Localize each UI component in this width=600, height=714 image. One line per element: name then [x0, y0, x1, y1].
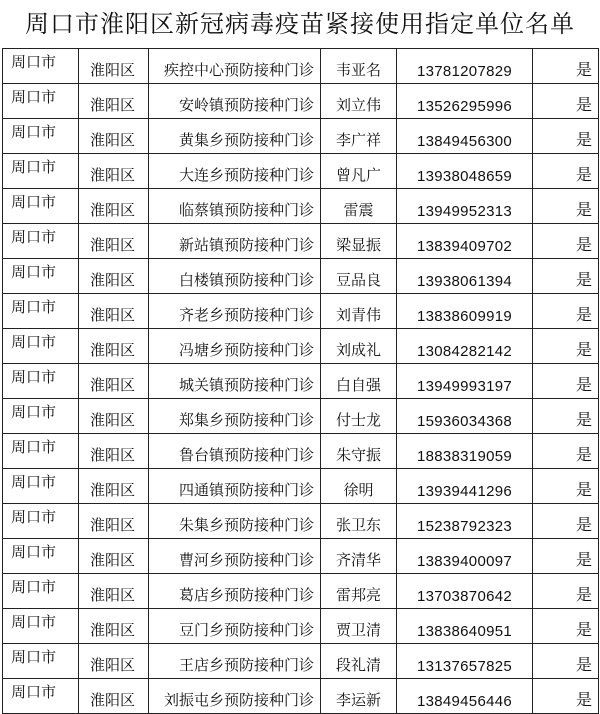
designated-flag-cell[interactable]: 是 [533, 154, 599, 189]
table-row [3, 399, 599, 434]
city-cell[interactable]: 周口市 [3, 399, 79, 434]
district-cell[interactable]: 淮阳区 [79, 84, 149, 119]
district-cell[interactable]: 淮阳区 [79, 539, 149, 574]
unit-name-cell[interactable]: 临蔡镇预防接种门诊 [149, 189, 321, 224]
table-row [3, 329, 599, 364]
unit-name-cell[interactable]: 曹河乡预防接种门诊 [149, 539, 321, 574]
phone-cell[interactable]: 13137657825 [397, 644, 533, 679]
unit-list-table [2, 48, 599, 714]
designated-flag-cell[interactable]: 是 [533, 399, 599, 434]
phone-cell[interactable]: 15936034368 [397, 399, 533, 434]
city-cell[interactable]: 周口市 [3, 644, 79, 679]
city-cell[interactable]: 周口市 [3, 539, 79, 574]
table-row [3, 504, 599, 539]
contact-person-cell[interactable]: 韦亚名 [321, 49, 397, 84]
city-cell[interactable]: 周口市 [3, 224, 79, 259]
contact-person-cell[interactable]: 李运新 [321, 679, 397, 714]
phone-cell[interactable]: 13838640951 [397, 609, 533, 644]
city-cell[interactable]: 周口市 [3, 609, 79, 644]
district-cell[interactable]: 淮阳区 [79, 259, 149, 294]
designated-flag-cell[interactable]: 是 [533, 504, 599, 539]
contact-person-cell[interactable]: 白自强 [321, 364, 397, 399]
city-cell[interactable]: 周口市 [3, 189, 79, 224]
table-row [3, 49, 599, 84]
table-body [3, 49, 599, 714]
city-cell[interactable]: 周口市 [3, 154, 79, 189]
city-cell[interactable]: 周口市 [3, 364, 79, 399]
table-row [3, 469, 599, 504]
contact-person-cell[interactable]: 刘立伟 [321, 84, 397, 119]
contact-person-cell[interactable]: 李广祥 [321, 119, 397, 154]
phone-cell[interactable]: 13526295996 [397, 84, 533, 119]
contact-person-cell[interactable]: 雷邦亮 [321, 574, 397, 609]
unit-name-cell[interactable]: 王店乡预防接种门诊 [149, 644, 321, 679]
city-cell[interactable]: 周口市 [3, 504, 79, 539]
table-row [3, 539, 599, 574]
district-cell[interactable]: 淮阳区 [79, 224, 149, 259]
district-cell[interactable]: 淮阳区 [79, 504, 149, 539]
district-cell[interactable]: 淮阳区 [79, 329, 149, 364]
contact-person-cell[interactable]: 贾卫清 [321, 609, 397, 644]
designated-flag-cell[interactable]: 是 [533, 294, 599, 329]
phone-cell[interactable]: 13938048659 [397, 154, 533, 189]
city-cell[interactable]: 周口市 [3, 574, 79, 609]
unit-name-cell[interactable]: 新站镇预防接种门诊 [149, 224, 321, 259]
table-row [3, 259, 599, 294]
contact-person-cell[interactable]: 朱守振 [321, 434, 397, 469]
unit-name-cell[interactable]: 疾控中心预防接种门诊 [149, 49, 321, 84]
table-row [3, 119, 599, 154]
district-cell[interactable]: 淮阳区 [79, 294, 149, 329]
unit-name-cell[interactable]: 安岭镇预防接种门诊 [149, 84, 321, 119]
designated-flag-cell[interactable]: 是 [533, 644, 599, 679]
table-row [3, 294, 599, 329]
district-cell[interactable]: 淮阳区 [79, 399, 149, 434]
unit-name-cell[interactable]: 齐老乡预防接种门诊 [149, 294, 321, 329]
table-row [3, 224, 599, 259]
district-cell[interactable]: 淮阳区 [79, 469, 149, 504]
unit-name-cell[interactable]: 刘振屯乡预防接种门诊 [149, 679, 321, 714]
unit-name-cell[interactable]: 冯塘乡预防接种门诊 [149, 329, 321, 364]
table-row [3, 574, 599, 609]
table-row [3, 154, 599, 189]
contact-person-cell[interactable]: 豆品良 [321, 259, 397, 294]
district-cell[interactable]: 淮阳区 [79, 644, 149, 679]
contact-person-cell[interactable]: 刘成礼 [321, 329, 397, 364]
phone-cell[interactable]: 13703870642 [397, 574, 533, 609]
table-row [3, 679, 599, 714]
designated-flag-cell[interactable]: 是 [533, 119, 599, 154]
district-cell[interactable]: 淮阳区 [79, 189, 149, 224]
table-row [3, 609, 599, 644]
designated-flag-cell[interactable]: 是 [533, 329, 599, 364]
table-row [3, 644, 599, 679]
phone-cell[interactable]: 15238792323 [397, 504, 533, 539]
table-row [3, 364, 599, 399]
contact-person-cell[interactable]: 梁显振 [321, 224, 397, 259]
contact-person-cell[interactable]: 段礼清 [321, 644, 397, 679]
unit-name-cell[interactable]: 白楼镇预防接种门诊 [149, 259, 321, 294]
designated-flag-cell[interactable]: 是 [533, 49, 599, 84]
contact-person-cell[interactable]: 齐清华 [321, 539, 397, 574]
phone-cell[interactable]: 13781207829 [397, 49, 533, 84]
table-row [3, 434, 599, 469]
unit-name-cell[interactable]: 大连乡预防接种门诊 [149, 154, 321, 189]
unit-name-cell[interactable]: 葛店乡预防接种门诊 [149, 574, 321, 609]
city-cell[interactable]: 周口市 [3, 329, 79, 364]
city-cell[interactable]: 周口市 [3, 84, 79, 119]
designated-flag-cell[interactable]: 是 [533, 259, 599, 294]
contact-person-cell[interactable]: 雷震 [321, 189, 397, 224]
district-cell[interactable]: 淮阳区 [79, 364, 149, 399]
contact-person-cell[interactable]: 徐明 [321, 469, 397, 504]
table-row [3, 189, 599, 224]
designated-flag-cell[interactable]: 是 [533, 469, 599, 504]
contact-person-cell[interactable]: 付士龙 [321, 399, 397, 434]
unit-name-cell[interactable]: 豆门乡预防接种门诊 [149, 609, 321, 644]
unit-name-cell[interactable]: 黄集乡预防接种门诊 [149, 119, 321, 154]
district-cell[interactable]: 淮阳区 [79, 49, 149, 84]
designated-flag-cell[interactable]: 是 [533, 434, 599, 469]
designated-flag-cell[interactable]: 是 [533, 189, 599, 224]
contact-person-cell[interactable]: 刘青伟 [321, 294, 397, 329]
phone-cell[interactable]: 13849456446 [397, 679, 533, 714]
city-cell[interactable]: 周口市 [3, 119, 79, 154]
phone-cell[interactable]: 13949993197 [397, 364, 533, 399]
city-cell[interactable]: 周口市 [3, 259, 79, 294]
unit-name-cell[interactable]: 朱集乡预防接种门诊 [149, 504, 321, 539]
contact-person-cell[interactable]: 曾凡广 [321, 154, 397, 189]
district-cell[interactable]: 淮阳区 [79, 154, 149, 189]
phone-cell[interactable]: 13839400097 [397, 539, 533, 574]
designated-flag-cell[interactable]: 是 [533, 679, 599, 714]
designated-flag-cell[interactable]: 是 [533, 574, 599, 609]
phone-cell[interactable]: 13949952313 [397, 189, 533, 224]
city-cell[interactable]: 周口市 [3, 469, 79, 504]
district-cell[interactable]: 淮阳区 [79, 434, 149, 469]
designated-flag-cell[interactable]: 是 [533, 539, 599, 574]
designated-flag-cell[interactable]: 是 [533, 84, 599, 119]
district-cell[interactable]: 淮阳区 [79, 609, 149, 644]
phone-cell[interactable]: 13849456300 [397, 119, 533, 154]
phone-cell[interactable]: 13839409702 [397, 224, 533, 259]
city-cell[interactable]: 周口市 [3, 434, 79, 469]
table-row [3, 84, 599, 119]
city-cell[interactable]: 周口市 [3, 679, 79, 714]
phone-cell[interactable]: 18838319059 [397, 434, 533, 469]
designated-flag-cell[interactable]: 是 [533, 609, 599, 644]
designated-flag-cell[interactable]: 是 [533, 364, 599, 399]
designated-flag-cell[interactable]: 是 [533, 224, 599, 259]
city-cell[interactable]: 周口市 [3, 294, 79, 329]
phone-cell[interactable]: 13939441296 [397, 469, 533, 504]
phone-cell[interactable]: 13938061394 [397, 259, 533, 294]
unit-name-cell[interactable]: 郑集乡预防接种门诊 [149, 399, 321, 434]
city-cell[interactable]: 周口市 [3, 49, 79, 84]
phone-cell[interactable]: 13084282142 [397, 329, 533, 364]
unit-name-cell[interactable]: 四通镇预防接种门诊 [149, 469, 321, 504]
district-cell[interactable]: 淮阳区 [79, 119, 149, 154]
district-cell[interactable]: 淮阳区 [79, 574, 149, 609]
unit-name-cell[interactable]: 鲁台镇预防接种门诊 [149, 434, 321, 469]
unit-name-cell[interactable]: 城关镇预防接种门诊 [149, 364, 321, 399]
contact-person-cell[interactable]: 张卫东 [321, 504, 397, 539]
sheet-title: 周口市淮阳区新冠病毒疫苗紧接使用指定单位名单 [25, 10, 575, 38]
phone-cell[interactable]: 13838609919 [397, 294, 533, 329]
district-cell[interactable]: 淮阳区 [79, 679, 149, 714]
